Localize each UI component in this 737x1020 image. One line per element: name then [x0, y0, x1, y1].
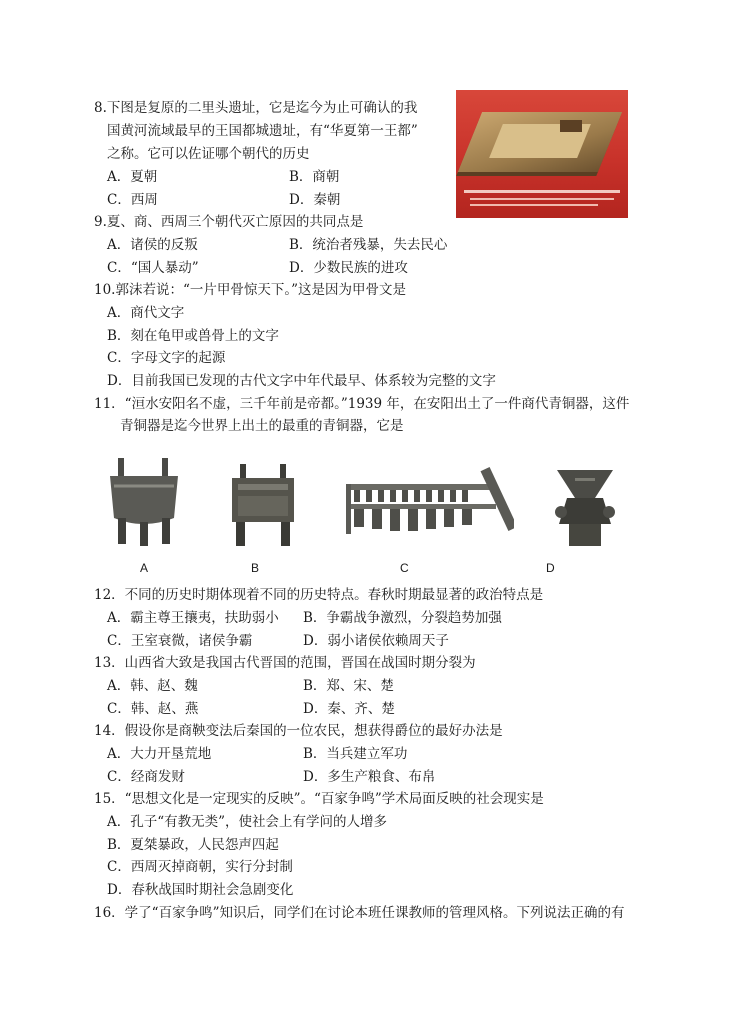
q9-option-a: A．诸侯的反叛	[107, 237, 198, 253]
q15-option-c: C．西周灭掉商朝，实行分封制	[107, 859, 293, 875]
q11-stem-line2: 青铜器是迄今世界上出土的最重的青铜器，它是	[120, 418, 404, 434]
bianzhong-bells-image	[344, 462, 514, 538]
q14-option-d: D．多生产粮食、布帛	[303, 769, 436, 785]
q14-option-b: B．当兵建立军功	[303, 746, 408, 762]
q13-stem: 13．山西省大致是我国古代晋国的范围，晋国在战国时期分裂为	[94, 655, 476, 671]
q8-option-d: D．秦朝	[289, 192, 341, 208]
q15-option-d: D．春秋战国时期社会急剧变化	[107, 882, 294, 898]
q8-stem-line2: 国黄河流域最早的王国都城遗址，有“华夏第一王都”	[107, 123, 418, 139]
q9-option-c: C．“国人暴动”	[107, 260, 199, 276]
site-hall-shape	[560, 120, 582, 132]
photo-caption-line	[470, 198, 614, 200]
image-label-a: A	[140, 561, 149, 575]
q10-option-a: A．商代文字	[107, 305, 185, 321]
q14-option-c: C．经商发财	[107, 769, 185, 785]
q10-option-c: C．字母文字的起源	[107, 350, 226, 366]
q12-option-b: B．争霸战争激烈，分裂趋势加强	[303, 610, 502, 626]
image-label-c: C	[400, 561, 409, 575]
q15-stem: 15．“思想文化是一定现实的反映”。“百家争鸣”学术局面反映的社会现实是	[94, 791, 544, 807]
q10-stem: 10.郭沫若说：“一片甲骨惊天下。”这是因为甲骨文是	[94, 282, 407, 298]
q9-option-b: B．统治者残暴，失去民心	[289, 237, 448, 253]
q9-option-d: D．少数民族的进攻	[289, 260, 408, 276]
q13-option-b: B．郑、宋、楚	[303, 678, 394, 694]
q12-option-d: D．弱小诸侯依赖周天子	[303, 633, 449, 649]
q12-stem: 12．不同的历史时期体现着不同的历史特点。春秋时期最显著的政治特点是	[94, 587, 544, 603]
q8-option-c: C．西周	[107, 192, 158, 208]
erlitou-site-photo	[456, 90, 628, 218]
q15-option-a: A．孔子“有教无类”，使社会上有学问的人增多	[107, 814, 388, 830]
q12-option-a: A．霸主尊王攘夷，扶助弱小	[107, 610, 279, 626]
photo-caption-line	[464, 190, 620, 193]
q14-stem: 14．假设你是商鞅变法后秦国的一位农民，想获得爵位的最好办法是	[94, 723, 503, 739]
q16-stem: 16．学了“百家争鸣”知识后，同学们在讨论本班任课教师的管理风格。下列说法正确的有	[94, 905, 625, 921]
q8-stem-line3: 之称。它可以佐证哪个朝代的历史	[107, 146, 310, 162]
q13-option-d: D．秦、齐、楚	[303, 701, 395, 717]
four-ram-zun-image	[553, 468, 617, 548]
q9-stem: 9.夏、商、西周三个朝代灭亡原因的共同点是	[94, 214, 364, 230]
q10-option-b: B．刻在龟甲或兽骨上的文字	[107, 328, 279, 344]
q11-stem-line1: 11．“洹水安阳名不虚，三千年前是帝都。”1939 年，在安阳出土了一件商代青铜器，这件	[94, 396, 630, 412]
simuwu-ding-image	[228, 462, 298, 548]
q13-option-a: A．韩、赵、魏	[107, 678, 198, 694]
bronze-ding-round-image	[104, 456, 184, 548]
photo-caption-line	[470, 204, 598, 206]
q12-option-c: C．王室衰微，诸侯争霸	[107, 633, 253, 649]
q13-option-c: C．韩、赵、燕	[107, 701, 199, 717]
q14-option-a: A．大力开垦荒地	[107, 746, 212, 762]
q8-stem-line1: 8.下图是复原的二里头遗址，它是迄今为止可确认的我	[94, 100, 418, 116]
q15-option-b: B．夏桀暴政，人民怨声四起	[107, 837, 279, 853]
q10-option-d: D．目前我国已发现的古代文字中年代最早、体系较为完整的文字	[107, 373, 496, 389]
q8-option-b: B．商朝	[289, 169, 340, 185]
image-label-d: D	[546, 561, 555, 575]
image-label-b: B	[251, 561, 260, 575]
q8-option-a: A．夏朝	[107, 169, 158, 185]
